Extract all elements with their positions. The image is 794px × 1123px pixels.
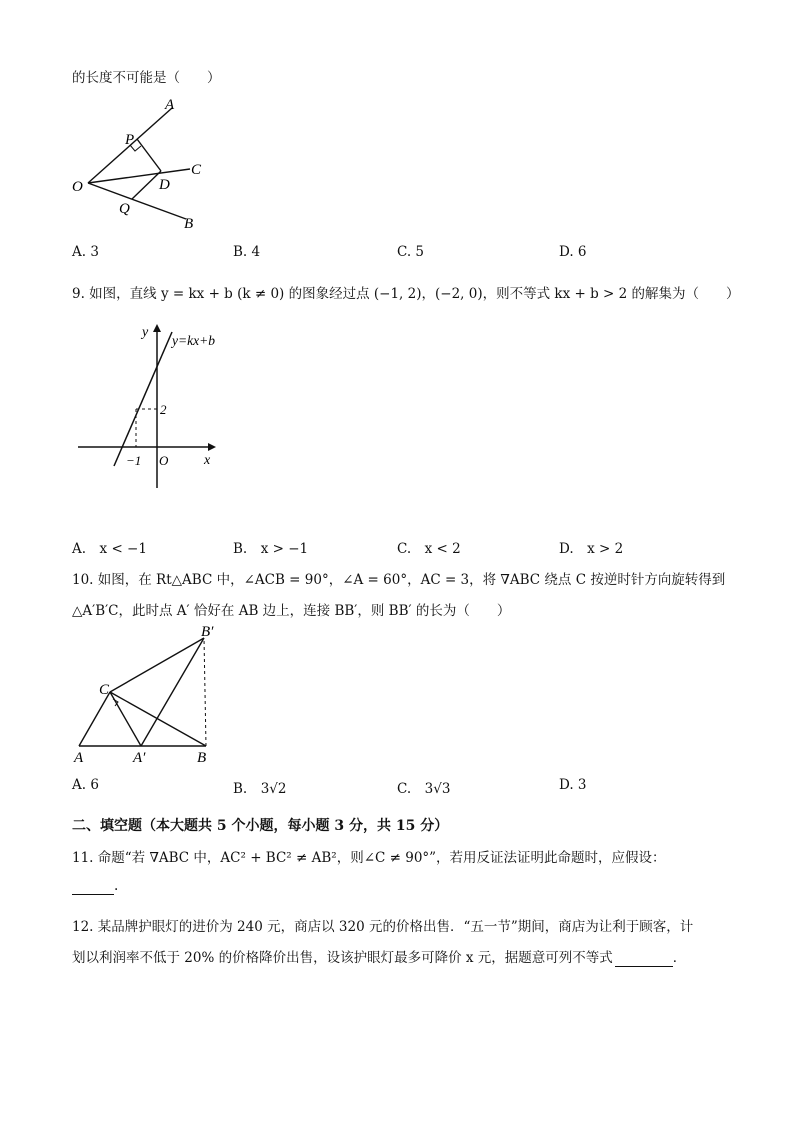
tick-2: 2: [160, 402, 167, 417]
q9-option-c: C. x < 2: [397, 541, 461, 557]
q8-option-a: A. 3: [72, 244, 99, 260]
q12-stem-line2: 划以利润率不低于 20% 的价格降价出售，设该护眼灯最多可降价 x 元，据题意可列不等式: [72, 950, 613, 966]
q10-stem-line2: △A′B′C，此时点 A′ 恰好在 AB 边上，连接 BB′，则 BB′ 的长为（ ）: [72, 603, 511, 619]
q9-option-d: D. x > 2: [559, 541, 624, 557]
label-Q: Q: [119, 201, 130, 217]
q10-option-a: A. 6: [72, 777, 99, 793]
label-A: A: [165, 97, 175, 113]
q8-option-c: C. 5: [397, 244, 425, 260]
q10-stem-line1: 10. 如图，在 Rt△ABC 中，∠ACB = 90°，∠A = 60°，AC = 3，将 ∇ABC 绕点 C 按逆时针方向旋转得到: [72, 572, 726, 588]
q11-period: .: [114, 878, 119, 894]
origin-label: O: [159, 453, 169, 468]
label-P: P: [125, 132, 135, 148]
section-title: 二、填空题（本大题共 5 个小题，每小题 3 分，共 15 分）: [72, 818, 449, 834]
q12-answer-blank[interactable]: [615, 950, 673, 967]
q10-option-d: D. 3: [559, 777, 587, 793]
label-C: C: [99, 682, 110, 698]
line-label: y=kx+b: [172, 333, 215, 348]
label-B: B: [184, 216, 194, 232]
q12-stem-line2-wrap: [72, 946, 686, 967]
axis-x-label: x: [204, 453, 211, 468]
q11-answer-blank[interactable]: [72, 878, 114, 895]
q12-stem-line1: 12. 某品牌护眼灯的进价为 240 元，商店以 320 元的价格出售．“五一节”期间，商店为让利于顾客，计: [72, 919, 694, 935]
label-B: B: [197, 750, 207, 766]
q11-stem: 11. 命题“若 ∇ABC 中，AC² + BC² ≠ AB²，则∠C ≠ 90°”，若用反证法证明此命题时，应假设：: [72, 850, 666, 866]
q10-option-b: B. 3√2: [233, 781, 287, 797]
q8-figure: [62, 92, 222, 232]
q8-option-d: D. 6: [559, 244, 587, 260]
label-A-prime: A′: [133, 750, 146, 766]
q9-option-a: A. x < −1: [72, 541, 147, 557]
q11-answer-line: [72, 878, 118, 895]
q9-option-b: B. x > −1: [233, 541, 309, 557]
axis-y-label: y: [142, 325, 149, 340]
label-D: D: [159, 177, 170, 193]
q8-option-b: B. 4: [233, 244, 261, 260]
label-A: A: [74, 750, 84, 766]
q10-figure: [66, 620, 226, 770]
tick-neg1: −1: [126, 453, 142, 468]
q9-stem: 9. 如图，直线 y = kx + b (k ≠ 0) 的图象经过点 (−1, 2)，(−2, 0)，则不等式 kx + b > 2 的解集为（ ）: [72, 286, 740, 302]
q9-figure: [70, 318, 230, 498]
q12-period: ．: [672, 950, 687, 966]
q8-stem-tail: 的长度不可能是（ ）: [72, 70, 221, 86]
label-B-prime: B′: [201, 624, 214, 640]
q10-option-c: C. 3√3: [397, 781, 451, 797]
label-C: C: [191, 162, 202, 178]
label-O: O: [72, 179, 83, 195]
